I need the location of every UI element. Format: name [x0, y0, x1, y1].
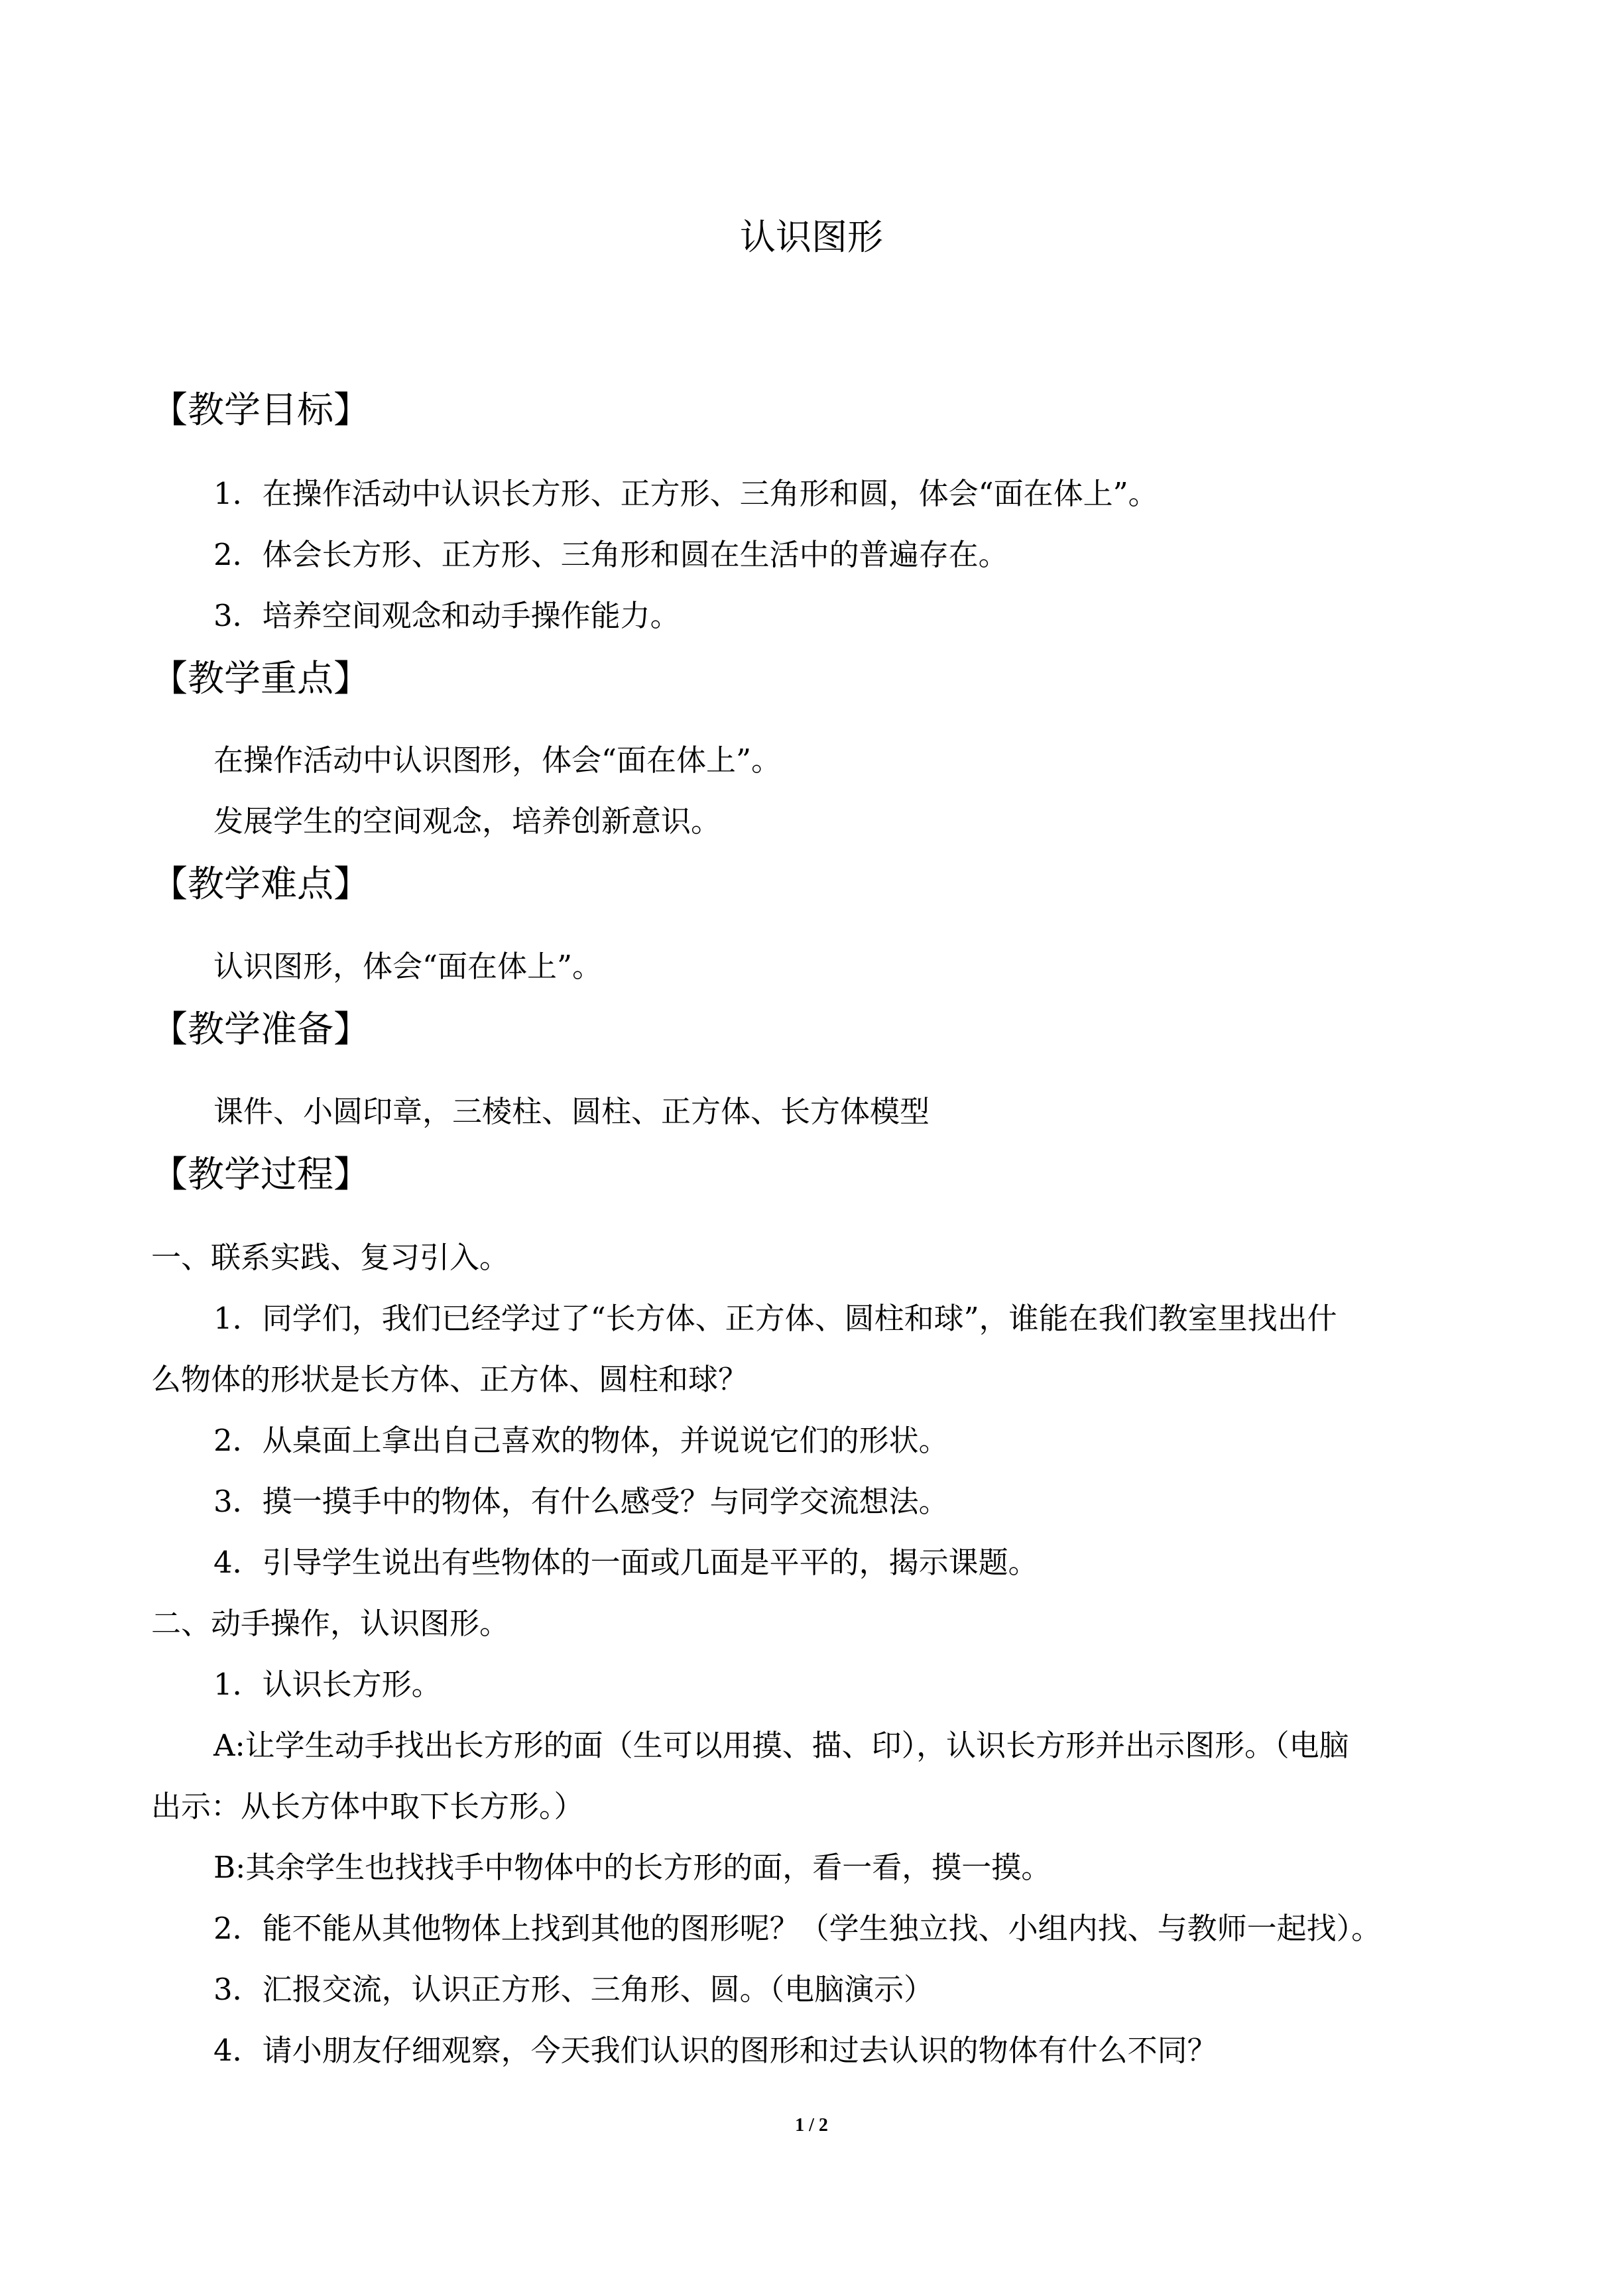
page-number: 1 / 2	[795, 2115, 828, 2136]
preparation-item-1: 课件、小圆印章，三棱柱、圆柱、正方体、长方体模型	[213, 1094, 930, 1129]
objective-item-3: 3．培养空间观念和动手操作能力。	[213, 598, 680, 633]
process-line-2: 1．同学们，我们已经学过了“长方体、正方体、圆柱和球”，谁能在我们教室里找出什	[213, 1301, 1337, 1336]
preparation-heading: 【教学准备】	[151, 1008, 371, 1050]
process-line-1: 一、联系实践、复习引入。	[151, 1240, 510, 1275]
process-line-10: 出示：从长方体中取下长方形。）	[151, 1789, 584, 1824]
key-points-heading: 【教学重点】	[151, 657, 371, 699]
process-line-9: A:让学生动手找出长方形的面（生可以用摸、描、印），认识长方形并出示图形。（电脑	[213, 1728, 1349, 1763]
process-line-13: 3．汇报交流，认识正方形、三角形、圆。（电脑演示）	[213, 1972, 934, 2007]
process-line-11: B:其余学生也找找手中物体中的长方形的面，看一看，摸一摸。	[213, 1850, 1052, 1885]
objective-item-1: 1．在操作活动中认识长方形、正方形、三角形和圆，体会“面在体上”。	[213, 476, 1158, 511]
process-line-6: 4．引导学生说出有些物体的一面或几面是平平的，揭示课题。	[213, 1545, 1038, 1580]
process-line-5: 3．摸一摸手中的物体，有什么感受？与同学交流想法。	[213, 1484, 949, 1519]
process-line-3: 么物体的形状是长方体、正方体、圆柱和球？	[151, 1362, 749, 1397]
process-line-7: 二、动手操作，认识图形。	[151, 1606, 510, 1641]
key-point-item-2: 发展学生的空间观念，培养创新意识。	[213, 804, 721, 839]
process-line-14: 4．请小朋友仔细观察，今天我们认识的图形和过去认识的物体有什么不同？	[213, 2033, 1217, 2068]
objective-item-2: 2．体会长方形、正方形、三角形和圆在生活中的普遍存在。	[213, 537, 1008, 572]
objectives-heading: 【教学目标】	[151, 389, 371, 431]
process-line-4: 2．从桌面上拿出自己喜欢的物体，并说说它们的形状。	[213, 1423, 949, 1458]
process-line-12: 2．能不能从其他物体上找到其他的图形呢？（学生独立找、小组内找、与教师一起找）。	[213, 1911, 1382, 1946]
difficulty-item-1: 认识图形，体会“面在体上”。	[213, 949, 603, 984]
difficulties-heading: 【教学难点】	[151, 863, 371, 905]
key-point-item-1: 在操作活动中认识图形，体会“面在体上”。	[213, 743, 782, 778]
page-title: 认识图形	[740, 216, 883, 258]
process-line-8: 1．认识长方形。	[213, 1667, 442, 1702]
process-heading: 【教学过程】	[151, 1153, 371, 1195]
